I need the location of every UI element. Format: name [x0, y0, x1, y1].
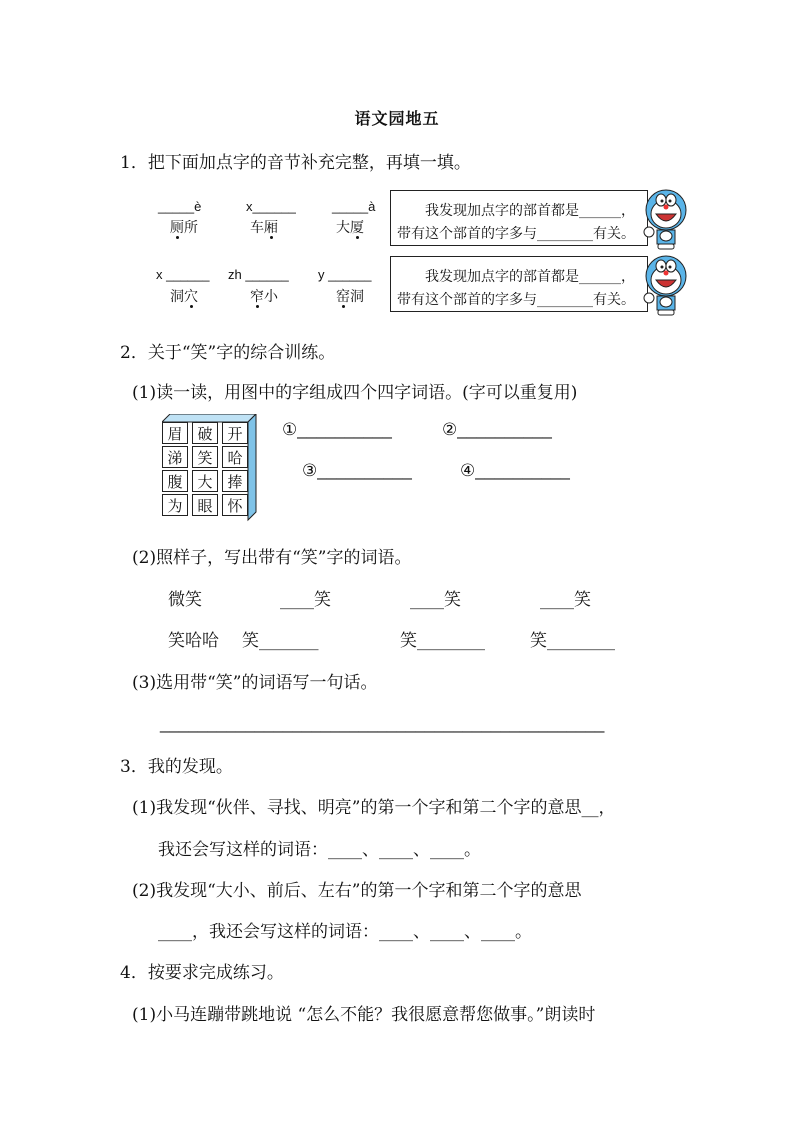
discovery-line: 我发现加点字的部首都是______，	[425, 203, 635, 219]
emphasis-dot	[356, 236, 359, 239]
grid-character: 眼	[192, 494, 218, 516]
grid-character: 腹	[162, 470, 188, 492]
grid-character: 笑	[192, 446, 218, 468]
answer-blank-2[interactable]: ②__________	[442, 420, 552, 439]
dotted-word: 洞穴	[170, 289, 198, 305]
question-1-heading: 1．把下面加点字的音节补充完整，再填一填。	[120, 153, 471, 173]
pinyin-blank[interactable]: x______	[246, 199, 296, 214]
answer-blank-1[interactable]: ①__________	[282, 420, 392, 439]
grid-character: 眉	[162, 422, 188, 444]
dotted-word: 车厢	[250, 220, 278, 236]
emphasis-dot	[270, 236, 273, 239]
discovery-box-1	[390, 190, 648, 246]
discovery-line: 带有这个部首的字多与________有关。	[397, 292, 635, 308]
word-blank[interactable]: ____笑	[410, 590, 461, 610]
word-blank[interactable]: 笑________	[530, 631, 615, 651]
pinyin-blank[interactable]: _____à	[332, 199, 376, 214]
answer-blank-3[interactable]: ③__________	[302, 461, 412, 480]
question-2-sub-2: (2)照样子，写出带有“笑”字的词语。	[132, 548, 412, 568]
emphasis-dot	[190, 305, 193, 308]
word-blank[interactable]: ____笑	[280, 590, 331, 610]
pinyin-blank[interactable]: zh ______	[228, 267, 289, 282]
example-word: 微笑	[168, 590, 202, 610]
question-2-sub-1: (1)读一读，用图中的字组成四个四字词语。(字可以重复用)	[132, 383, 578, 403]
question-3-sub-2: (2)我发现“大小、前后、左右”的第一个字和第二个字的意思	[132, 881, 582, 901]
question-2-sub-3: (3)选用带“笑”的词语写一句话。	[132, 673, 378, 693]
dotted-word: 窑洞	[336, 289, 364, 305]
grid-character: 大	[192, 470, 218, 492]
mascot-icon	[640, 252, 692, 316]
pinyin-blank[interactable]: x ______	[156, 267, 210, 282]
grid-character: 开	[222, 422, 248, 444]
question-3-heading: 3．我的发现。	[120, 757, 233, 777]
grid-character: 涕	[162, 446, 188, 468]
discovery-line: 我发现加点字的部首都是______，	[425, 269, 635, 285]
word-blank[interactable]: 笑_______	[242, 631, 319, 651]
word-blank[interactable]: ____笑	[540, 590, 591, 610]
question-3-sub-1-blanks[interactable]: 我还会写这样的词语：____、____、____。	[158, 840, 481, 860]
question-4-sub-1: (1)小马连蹦带跳地说 “怎么不能？我很愿意帮您做事。”朗读时	[132, 1005, 596, 1025]
dotted-word: 大厦	[336, 220, 364, 236]
grid-character: 破	[192, 422, 218, 444]
example-word: 笑哈哈	[168, 631, 219, 651]
dotted-word: 窄小	[250, 289, 278, 305]
question-3-sub-2-blanks[interactable]: ____，我还会写这样的词语：____、____、____。	[158, 922, 532, 942]
discovery-line: 带有这个部首的字多与________有关。	[397, 226, 635, 242]
grid-character: 捧	[222, 470, 248, 492]
sentence-answer-line[interactable]: _______________________________________________	[160, 714, 605, 733]
pinyin-blank[interactable]: y ______	[318, 267, 372, 282]
question-3-sub-1: (1)我发现“伙伴、寻找、明亮”的第一个字和第二个字的意思__，	[132, 798, 616, 818]
mascot-icon	[640, 186, 692, 250]
emphasis-dot	[342, 305, 345, 308]
emphasis-dot	[256, 305, 259, 308]
question-2-heading: 2．关于“笑”字的综合训练。	[120, 343, 336, 363]
answer-blank-4[interactable]: ④__________	[460, 461, 570, 480]
question-4-heading: 4．按要求完成练习。	[120, 963, 284, 983]
page-title: 语文园地五	[354, 109, 440, 128]
dotted-word: 厕所	[170, 220, 198, 236]
word-blank[interactable]: 笑________	[400, 631, 485, 651]
emphasis-dot	[176, 236, 179, 239]
grid-character: 哈	[222, 446, 248, 468]
grid-character: 怀	[222, 494, 248, 516]
pinyin-blank[interactable]: _____è	[158, 199, 202, 214]
discovery-box-2	[390, 256, 648, 312]
grid-character: 为	[162, 494, 188, 516]
